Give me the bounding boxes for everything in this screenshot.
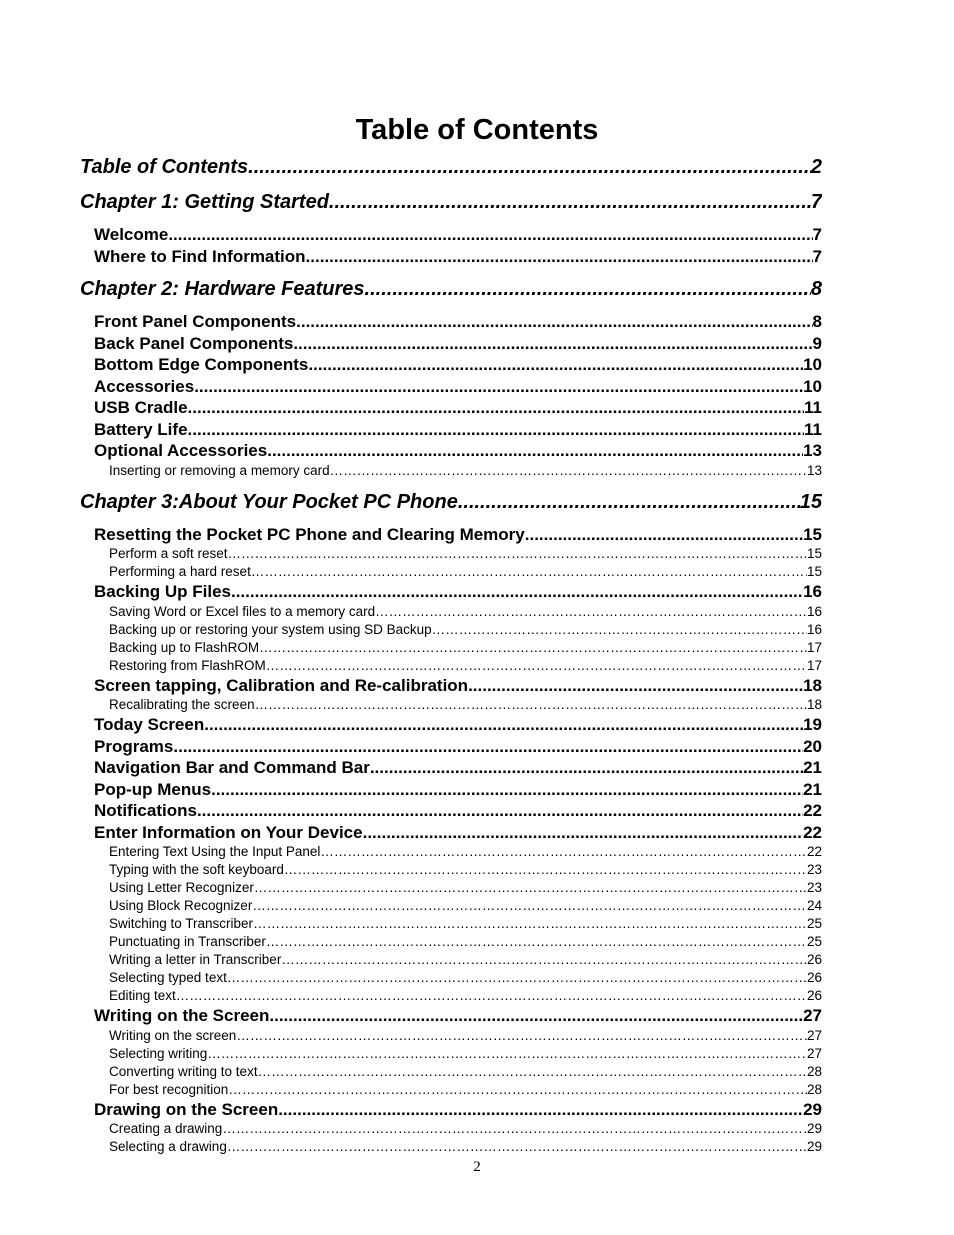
toc-dot-leader [255, 696, 807, 714]
toc-dot-leader [284, 861, 807, 879]
toc-entry-title: Punctuating in Transcriber [109, 934, 266, 949]
toc-dot-leader [329, 189, 811, 215]
toc-section-entry[interactable] [80, 397, 822, 419]
toc-dot-leader [365, 276, 811, 302]
toc-entry-title: Front Panel Components [94, 312, 297, 331]
toc-entry-title: Creating a drawing [109, 1121, 223, 1136]
toc-dot-leader [254, 879, 807, 897]
toc-section-entry[interactable] [80, 333, 822, 355]
toc-entry-page: 10 [803, 376, 822, 396]
toc-entry-title: Writing a letter in Transcriber [109, 952, 282, 967]
toc-section-entry[interactable] [80, 581, 822, 603]
toc-entry-page: 21 [803, 779, 822, 799]
toc-entry-title: Backing up to FlashROM [109, 639, 260, 655]
toc-dot-leader [197, 800, 803, 822]
toc-entry-title: Performing a hard reset [109, 564, 251, 579]
toc-entry-title: Converting writing to text [109, 1063, 258, 1079]
toc-section-entry[interactable] [80, 757, 822, 779]
page-number: 2 [473, 1159, 481, 1175]
toc-subsection-entry[interactable] [80, 861, 822, 879]
toc-entry-title: Chapter 1: Getting Started [80, 191, 329, 213]
toc-section-entry[interactable] [80, 800, 822, 822]
toc-dot-leader [458, 489, 800, 515]
toc-dot-leader [363, 822, 803, 844]
toc-entry-page: 7 [810, 191, 822, 213]
toc-dot-leader [525, 524, 803, 546]
toc-dot-leader [330, 462, 807, 480]
toc-subsection-entry[interactable] [80, 657, 822, 675]
toc-dot-leader [252, 897, 807, 915]
toc-entry-page: 18 [806, 697, 822, 712]
toc-entry-title: For best recognition [109, 1081, 229, 1097]
toc-entry-title: Notifications [94, 801, 197, 820]
toc-entry-page: 10 [803, 355, 822, 374]
toc-dot-leader [168, 224, 812, 246]
toc-section-entry[interactable] [80, 376, 822, 398]
toc-entry-page: 16 [806, 621, 822, 637]
toc-section-entry[interactable] [80, 779, 822, 801]
toc-dot-leader [211, 779, 803, 801]
toc-entry-page: 29 [806, 1139, 822, 1154]
toc-dot-leader [269, 1005, 803, 1027]
toc-entry-title: Perform a soft reset [109, 546, 228, 561]
toc-entry-title: Today Screen [94, 715, 205, 734]
toc-dot-leader [188, 419, 804, 441]
toc-dot-leader [207, 1045, 807, 1063]
toc-entry-title: Resetting the Pocket PC Phone and Clearing Memory [94, 524, 525, 544]
toc-dot-leader [278, 1099, 803, 1121]
toc-section-entry[interactable] [80, 1099, 822, 1121]
toc-dot-leader [432, 621, 807, 639]
toc-subsection-entry[interactable] [80, 603, 822, 621]
toc-entry-title: USB Cradle [94, 398, 188, 417]
toc-dot-leader [173, 736, 803, 758]
toc-dot-leader [375, 603, 807, 621]
toc-subsection-entry[interactable] [80, 621, 822, 639]
toc-subsection-entry[interactable] [80, 1027, 822, 1045]
toc-entry-page: 27 [803, 1006, 822, 1025]
toc-dot-leader [176, 987, 807, 1005]
toc-chapter-entry[interactable] [80, 154, 822, 180]
toc-entry-title: Inserting or removing a memory card [109, 462, 330, 478]
toc-entry-page: 26 [806, 988, 822, 1003]
toc-subsection-entry[interactable] [80, 951, 822, 969]
toc-entry-title: Backing up or restoring your system using SD Backup [109, 621, 432, 637]
toc-entry-page: 17 [806, 639, 822, 655]
toc-entry-page: 29 [803, 1099, 822, 1119]
toc-section-entry[interactable] [80, 1005, 822, 1027]
table-of-contents [80, 154, 822, 1156]
toc-entry-title: Optional Accessories [94, 441, 268, 460]
toc-entry-page: 26 [806, 952, 822, 967]
toc-entry-title: Pop-up Menus [94, 779, 212, 799]
toc-dot-leader [306, 246, 813, 268]
toc-subsection-entry[interactable] [80, 933, 822, 951]
toc-entry-title: Battery Life [94, 419, 188, 439]
toc-entry-page: 23 [806, 862, 822, 877]
toc-entry-page: 22 [803, 801, 822, 820]
toc-entry-page: 16 [806, 603, 822, 619]
toc-dot-leader [267, 440, 803, 462]
toc-entry-title: Restoring from FlashROM [109, 657, 266, 673]
toc-entry-page: 26 [806, 970, 822, 985]
toc-entry-page: 15 [806, 546, 822, 561]
toc-subsection-entry[interactable] [80, 879, 822, 897]
toc-chapter-entry[interactable] [80, 276, 822, 302]
toc-subsection-entry[interactable] [80, 639, 822, 657]
toc-entry-page: 17 [806, 657, 822, 673]
toc-subsection-entry[interactable] [80, 545, 822, 563]
toc-subsection-entry[interactable] [80, 462, 822, 480]
toc-entry-title: Recalibrating the screen [109, 697, 255, 712]
toc-entry-title: Chapter 3:About Your Pocket PC Phone [80, 490, 458, 513]
toc-entry-title: Bottom Edge Components [94, 355, 309, 374]
toc-dot-leader [266, 933, 807, 951]
toc-subsection-entry[interactable] [80, 1045, 822, 1063]
toc-entry-title: Programs [94, 736, 174, 756]
toc-entry-page: 13 [803, 441, 822, 460]
toc-entry-title: Typing with the soft keyboard [109, 862, 284, 877]
toc-section-entry[interactable] [80, 354, 822, 376]
toc-entry-title: Where to Find Information [94, 246, 306, 266]
toc-subsection-entry[interactable] [80, 1081, 822, 1099]
toc-entry-page: 22 [806, 844, 822, 859]
toc-entry-page: 15 [803, 524, 822, 544]
toc-entry-title: Writing on the screen [109, 1027, 237, 1043]
toc-entry-page: 9 [812, 333, 822, 353]
toc-entry-page: 7 [812, 225, 822, 244]
toc-entry-title: Drawing on the Screen [94, 1099, 279, 1119]
toc-subsection-entry[interactable] [80, 915, 822, 933]
toc-subsection-entry[interactable] [80, 1120, 822, 1138]
toc-dot-leader [320, 843, 807, 861]
toc-dot-leader [308, 354, 803, 376]
page-title: Table of Contents [355, 114, 599, 146]
toc-entry-page: 27 [806, 1045, 822, 1061]
toc-subsection-entry[interactable] [80, 897, 822, 915]
toc-entry-title: Using Letter Recognizer [109, 880, 254, 895]
toc-chapter-entry[interactable] [80, 189, 822, 215]
toc-entry-page: 11 [804, 419, 822, 439]
toc-entry-title: Navigation Bar and Command Bar [94, 758, 370, 777]
toc-section-entry[interactable] [80, 419, 822, 441]
toc-entry-title: Selecting typed text [109, 970, 227, 985]
toc-entry-title: Table of Contents [80, 156, 249, 178]
toc-dot-leader [266, 657, 807, 675]
toc-entry-page: 15 [799, 490, 822, 513]
toc-entry-title: Switching to Transcriber [109, 916, 254, 931]
toc-entry-page: 21 [803, 758, 822, 777]
toc-dot-leader [227, 1138, 807, 1156]
toc-entry-page: 2 [810, 156, 822, 178]
toc-subsection-entry[interactable] [80, 1063, 822, 1081]
toc-dot-leader [231, 581, 803, 603]
toc-dot-leader [281, 951, 807, 969]
toc-section-entry[interactable] [80, 440, 822, 462]
toc-entry-page: 25 [806, 934, 822, 949]
toc-subsection-entry[interactable] [80, 843, 822, 861]
toc-dot-leader [228, 545, 807, 563]
toc-entry-title: Entering Text Using the Input Panel [109, 844, 321, 859]
toc-dot-leader [259, 639, 807, 657]
toc-dot-leader [370, 757, 803, 779]
toc-entry-title: Back Panel Components [94, 333, 294, 353]
toc-entry-title: Chapter 2: Hardware Features [80, 278, 365, 300]
toc-entry-title: Backing Up Files [94, 582, 231, 601]
toc-entry-page: 8 [810, 278, 822, 300]
toc-subsection-entry[interactable] [80, 563, 822, 581]
toc-entry-page: 18 [803, 675, 822, 695]
toc-entry-page: 23 [806, 880, 822, 895]
toc-section-entry[interactable] [80, 714, 822, 736]
toc-subsection-entry[interactable] [80, 1138, 822, 1156]
toc-entry-title: Selecting a drawing [109, 1139, 227, 1154]
toc-dot-leader [228, 1081, 807, 1099]
toc-entry-title: Writing on the Screen [94, 1006, 270, 1025]
toc-entry-page: 22 [803, 822, 822, 842]
toc-dot-leader [251, 563, 807, 581]
toc-entry-title: Enter Information on Your Device [94, 822, 363, 842]
toc-entry-page: 7 [812, 246, 822, 266]
toc-entry-title: Saving Word or Excel files to a memory card [109, 603, 376, 619]
toc-entry-title: Accessories [94, 376, 195, 396]
toc-entry-title: Editing text [109, 988, 176, 1003]
toc-subsection-entry[interactable] [80, 969, 822, 987]
toc-dot-leader [248, 154, 811, 180]
toc-entry-page: 29 [806, 1121, 822, 1136]
toc-dot-leader [227, 969, 807, 987]
toc-entry-title: Welcome [94, 225, 169, 244]
toc-entry-page: 24 [806, 898, 822, 913]
toc-chapter-entry[interactable] [80, 489, 822, 515]
toc-dot-leader [468, 675, 803, 697]
toc-section-entry[interactable] [80, 736, 822, 758]
toc-entry-page: 25 [806, 916, 822, 931]
toc-entry-page: 28 [806, 1081, 822, 1097]
toc-entry-page: 11 [804, 398, 822, 417]
toc-dot-leader [204, 714, 803, 736]
toc-entry-page: 27 [806, 1027, 822, 1043]
toc-entry-page: 15 [806, 564, 822, 579]
toc-dot-leader [194, 376, 803, 398]
toc-entry-page: 20 [803, 736, 822, 756]
toc-entry-page: 16 [803, 582, 822, 601]
toc-dot-leader [222, 1120, 807, 1138]
toc-dot-leader [188, 397, 804, 419]
toc-entry-title: Using Block Recognizer [109, 898, 253, 913]
toc-dot-leader [236, 1027, 807, 1045]
toc-section-entry[interactable] [80, 224, 822, 246]
toc-section-entry[interactable] [80, 246, 822, 268]
toc-subsection-entry[interactable] [80, 987, 822, 1005]
toc-dot-leader [293, 333, 812, 355]
toc-entry-page: 19 [803, 715, 822, 734]
toc-section-entry[interactable] [80, 311, 822, 333]
toc-entry-title: Screen tapping, Calibration and Re-calibration [94, 675, 469, 695]
toc-section-entry[interactable] [80, 675, 822, 697]
toc-entry-title: Selecting writing [109, 1045, 208, 1061]
toc-entry-page: 8 [812, 312, 822, 331]
toc-dot-leader [258, 1063, 807, 1081]
toc-section-entry[interactable] [80, 524, 822, 546]
toc-entry-page: 28 [806, 1063, 822, 1079]
toc-dot-leader [296, 311, 812, 333]
toc-dot-leader [253, 915, 807, 933]
toc-entry-page: 13 [806, 462, 822, 478]
toc-section-entry[interactable] [80, 822, 822, 844]
toc-subsection-entry[interactable] [80, 696, 822, 714]
